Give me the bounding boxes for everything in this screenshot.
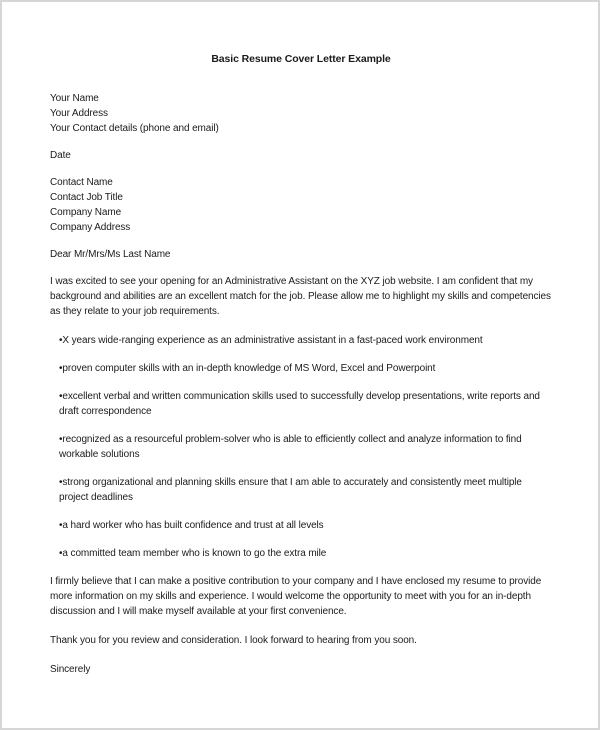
bullet-text: strong organizational and planning skills ensure that I am able to accurately and consistently meet multiple project deadlines bbox=[59, 477, 522, 503]
skills-bullet-list bbox=[59, 333, 552, 561]
bullet-item-hard-worker bbox=[59, 518, 552, 533]
bullet-text: a committed team member who is known to go the extra mile bbox=[62, 548, 327, 559]
sender-address-line: Your Address bbox=[50, 108, 108, 119]
bullet-icon: • bbox=[59, 477, 63, 488]
bullet-item-organizational bbox=[59, 475, 552, 505]
recipient-company-address-line: Company Address bbox=[50, 222, 131, 233]
bullet-item-computer-skills bbox=[59, 361, 552, 376]
bullet-text: a hard worker who has built confidence and trust at all levels bbox=[62, 520, 324, 531]
bullet-text: recognized as a resourceful problem-solver who is able to efficiently collect and analyze information to find workable solutions bbox=[59, 434, 522, 460]
letter-body bbox=[2, 2, 598, 677]
bullet-icon: • bbox=[59, 434, 63, 445]
bullet-item-communication bbox=[59, 389, 552, 419]
bullet-text: X years wide-ranging experience as an administrative assistant in a fast-paced work environment bbox=[62, 335, 483, 346]
recipient-job-title-line: Contact Job Title bbox=[50, 192, 123, 203]
recipient-company-name-line: Company Name bbox=[50, 207, 122, 218]
intro-paragraph: I was excited to see your opening for an Administrative Assistant on the XYZ job website. I am confident that my background and abilities are an excellent match for the job. Please allow me to highlight my skills and competencies as they relate to your job requirements. bbox=[50, 276, 551, 317]
sender-contact-line: Your Contact details (phone and email) bbox=[50, 123, 219, 134]
bullet-icon: • bbox=[59, 520, 63, 531]
bullet-icon: • bbox=[59, 548, 63, 559]
bullet-item-experience bbox=[59, 333, 552, 348]
closing-paragraph: I firmly believe that I can make a positive contribution to your company and I have enclosed my resume to provide more information on my skills and experience. I would welcome the opportunity to meet with you for an in-depth discussion and I will make myself available at your first convenience. bbox=[50, 576, 542, 617]
document-title: Basic Resume Cover Letter Example bbox=[211, 53, 391, 65]
thanks-paragraph: Thank you for you review and consideration. I look forward to hearing from you soon. bbox=[50, 635, 417, 646]
recipient-address-block bbox=[50, 175, 552, 235]
date-line: Date bbox=[50, 150, 71, 161]
bullet-text: excellent verbal and written communication skills used to successfully develop presentations, write reports and draft correspondence bbox=[59, 391, 540, 417]
bullet-icon: • bbox=[59, 363, 63, 374]
sender-name-line: Your Name bbox=[50, 93, 99, 104]
bullet-text: proven computer skills with an in-depth knowledge of MS Word, Excel and Powerpoint bbox=[62, 363, 436, 374]
sender-address-block bbox=[50, 91, 552, 136]
salutation-line: Dear Mr/Mrs/Ms Last Name bbox=[50, 249, 171, 260]
signoff-line: Sincerely bbox=[50, 664, 91, 675]
bullet-item-problem-solver bbox=[59, 432, 552, 462]
recipient-name-line: Contact Name bbox=[50, 177, 113, 188]
bullet-icon: • bbox=[59, 391, 63, 402]
bullet-icon: • bbox=[59, 335, 63, 346]
bullet-item-team-member bbox=[59, 546, 552, 561]
